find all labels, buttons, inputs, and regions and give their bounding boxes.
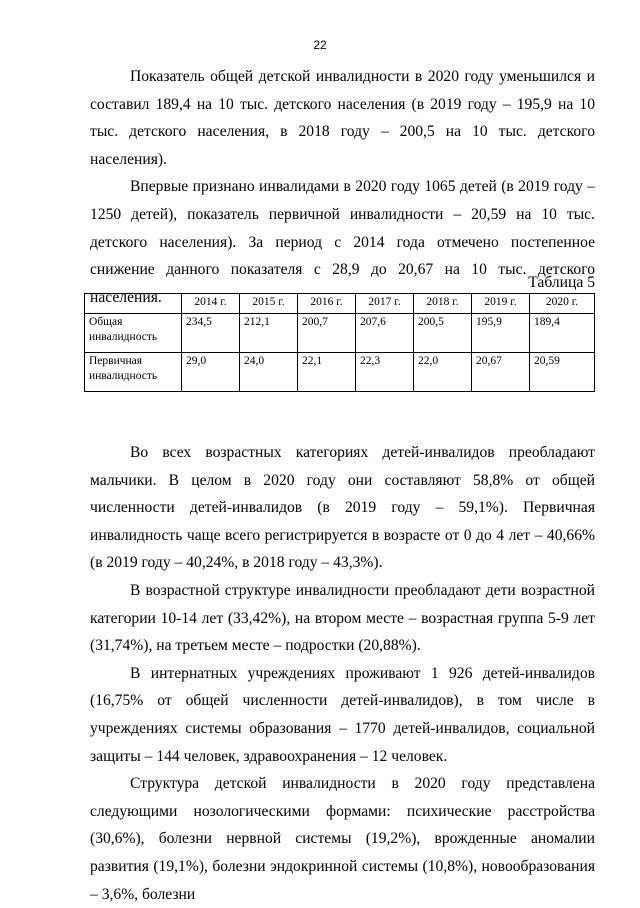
table-cell: 29,0 xyxy=(182,353,240,392)
body-text-bottom xyxy=(90,439,595,908)
paragraph: Структура детской инвалидности в 2020 году представлена следующими нозологическими формами: психические расстройства (30,6%), болезни нервной системы (19,2%), врожденные аномалии развития (19,1%), болезни эндокринной системы (10,8%), новообразования – 3,6%, болезни xyxy=(90,775,595,903)
table-cell: 195,9 xyxy=(472,314,530,353)
paragraph: В интернатных учреждениях проживают 1 926 детей-инвалидов (16,75% от общей численности детей-инвалидов), в том числе в учреждениях системы образования – 1770 детей-инвалидов, социальной защиты – 144 человек, здравоохранения – 12 человек. xyxy=(90,664,595,765)
year-header: 2017 г. xyxy=(356,294,414,314)
table-cell: 189,4 xyxy=(530,314,595,353)
year-header: 2016 г. xyxy=(298,294,356,314)
table-cell: 20,59 xyxy=(530,353,595,392)
table-cell: 22,3 xyxy=(356,353,414,392)
table-cell: 22,0 xyxy=(414,353,472,392)
row-label: Первичная инвалидность xyxy=(85,353,182,392)
year-header: 2018 г. xyxy=(414,294,472,314)
page-number: 22 xyxy=(313,38,327,52)
table-row xyxy=(85,353,595,392)
year-header: 2020 г. xyxy=(530,294,595,314)
year-header: 2019 г. xyxy=(472,294,530,314)
table-cell: 22,1 xyxy=(298,353,356,392)
paragraph: В возрастной структуре инвалидности преобладают дети возрастной категории 10-14 лет (33,42%), на втором месте – возрастная группа 5-9 лет (31,74%), на третьем месте – подростки (20,88%). xyxy=(90,581,595,655)
paragraph: Показатель общей детской инвалидности в 2020 году уменьшился и составил 189,4 на 10 тыс. детского населения (в 2019 году – 195,9 на 10 тыс. детского населения, в 2018 году – 200,5 на 10 тыс. детского населения). xyxy=(90,68,595,168)
table-cell: 24,0 xyxy=(240,353,298,392)
row-label: Общая инвалидность xyxy=(85,314,182,353)
table-header-row xyxy=(85,294,595,314)
table-cell: 207,6 xyxy=(356,314,414,353)
table-caption: Таблица 5 xyxy=(528,274,595,291)
year-header: 2014 г. xyxy=(182,294,240,314)
paragraph: Во всех возрастных категориях детей-инвалидов преобладают мальчики. В целом в 2020 году они составляют 58,8% от общей численности детей-инвалидов (в 2019 году – 59,1%). Первичная инвалидность чаще всего регистрируется в возрасте от 0 до 4 лет – 40,66% (в 2019 году – 40,24%, в 2018 году – 43,3%). xyxy=(90,444,595,572)
year-header: 2015 г. xyxy=(240,294,298,314)
paragraph: Впервые признано инвалидами в 2020 году 1065 детей (в 2019 году – 1250 детей), показатель первичной инвалидности – 20,59 на 10 тыс. детского населения). За период с 2014 года отмечено постепенное снижение данного показателя с 28,9 до 20,67 на 10 тыс. детского населения. xyxy=(90,178,595,306)
table-cell: 200,5 xyxy=(414,314,472,353)
table-cell: 234,5 xyxy=(182,314,240,353)
disability-table xyxy=(84,293,595,392)
table-cell: 200,7 xyxy=(298,314,356,353)
table-cell: 212,1 xyxy=(240,314,298,353)
table-corner-cell xyxy=(85,294,182,314)
table-row xyxy=(85,314,595,353)
table-cell: 20,67 xyxy=(472,353,530,392)
